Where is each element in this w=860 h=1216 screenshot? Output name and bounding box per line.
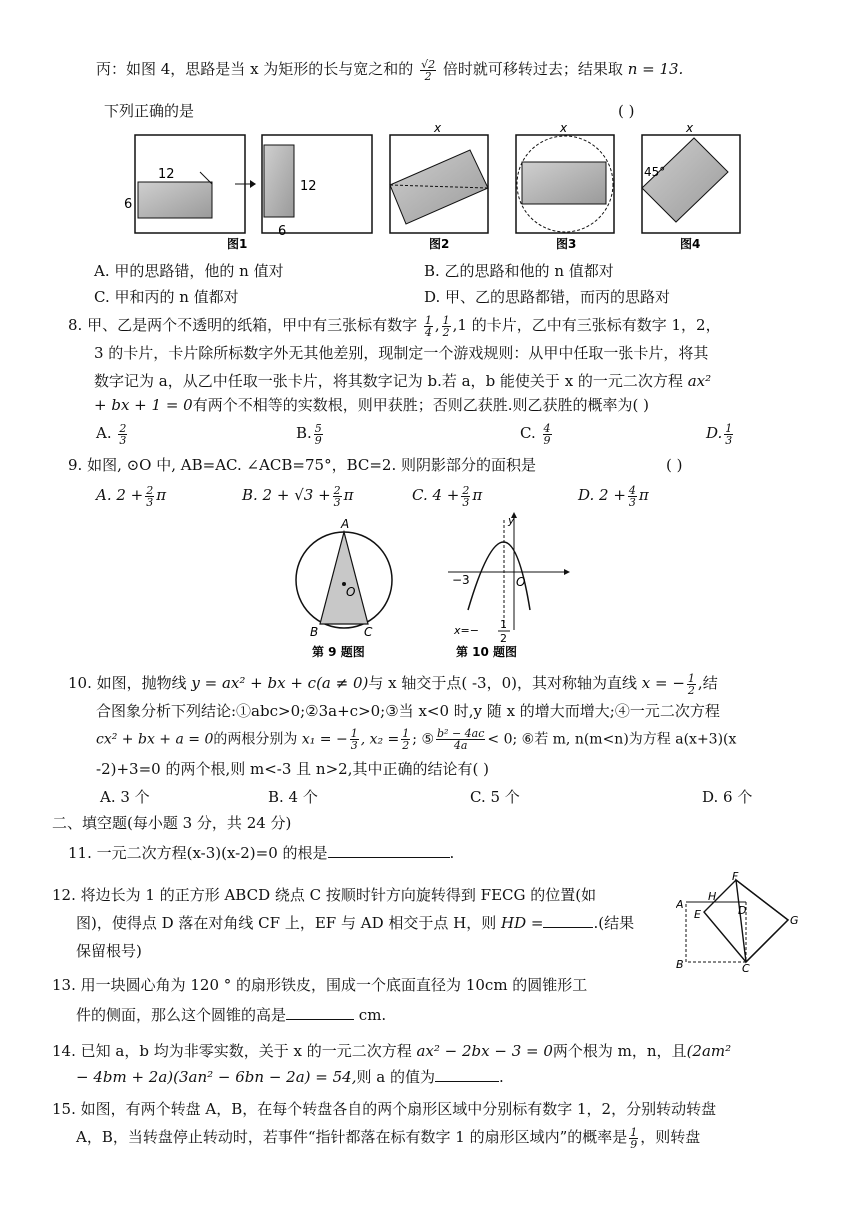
q7-option-a: A. 甲的思路错，他的 n 值对 [94, 262, 284, 280]
q7-figures [0, 120, 860, 380]
q15-line2: A，B，当转盘停止转动时，若事件“指针都落在标有数字 1 的扇形区域内”的概率是 $\frac{1}{9}$ ，则转盘 [76, 1125, 701, 1151]
fig3-x: x [560, 121, 568, 135]
q12-label-G: G [790, 914, 799, 927]
q13-answer-blank[interactable] [286, 1019, 354, 1020]
fig1-label-6b: 6 [278, 224, 287, 239]
q7-option-c: C. 甲和丙的 n 值都对 [94, 288, 239, 306]
q13-line2: 件的侧面，那么这个圆锥的高是 cm. [76, 1006, 387, 1024]
fig9-A: A [341, 517, 350, 531]
q12-label-C: C [742, 962, 750, 972]
q7-option-d: D. 甲、乙的思路都错，而丙的思路对 [424, 288, 671, 306]
q12-line1: 12. 将边长为 1 的正方形 ABCD 绕点 C 按顺时针方向旋转得到 FECG 的位置(如 [52, 886, 597, 904]
fig1b-rect [264, 145, 294, 217]
q8-line1: 8. 甲、乙是两个不透明的纸箱，甲中有三张标有数字 $\frac{1}{4}$ , $\frac{1}{2}$ ,1 的卡片，乙中有三张标有数字 1，2， [68, 313, 721, 339]
q10-option-c: C. 5 个 [470, 788, 520, 806]
q10-line1: 10. 如图，抛物线 y = ax² + bx + c(a ≠ 0)与 x 轴交于点( -3，0)，其对称轴为直线 x = − $\frac{1}{2}$ ,结 [68, 671, 718, 697]
fig4-x: x [686, 121, 694, 135]
q8-option-a: A. $\frac{2}{3}$ [96, 421, 127, 447]
fig1-label-12b: 12 [300, 179, 317, 194]
caption-fig1: 图1 [227, 237, 248, 251]
q12-label-E: E [694, 908, 701, 921]
q10-option-b: B. 4 个 [268, 788, 318, 806]
fig10-xeq: x=− [454, 624, 479, 637]
q9-option-d: D. 2 + $\frac{4}{3}$ π [578, 483, 649, 509]
q9-q10-figures [0, 510, 860, 660]
fig9-C: C [364, 625, 373, 639]
q10-option-d: D. 6 个 [702, 788, 753, 806]
fig-arrow-head [250, 180, 256, 188]
section-fill-in-heading: 二、填空题(每小题 3 分，共 24 分) [52, 814, 292, 832]
q12-label-A: A [676, 898, 684, 911]
fig4-deg: 45° [644, 165, 666, 179]
fig1-label-6a: 6 [124, 197, 133, 212]
fig1-label-12a: 12 [158, 167, 175, 182]
fig10-O: O [516, 575, 526, 589]
q7-option-b: B. 乙的思路和他的 n 值都对 [424, 262, 614, 280]
q9-answer-paren: ( ) [666, 456, 683, 474]
q12-figure [676, 872, 806, 972]
fig10-y: y [508, 514, 515, 527]
q15-line1: 15. 如图，有两个转盘 A，B，在每个转盘各自的两个扇形区域中分别标有数字 1，2，分别转动转盘 [52, 1100, 717, 1118]
fig10-caption: 第 10 题图 [456, 645, 518, 659]
q9-option-b: B. 2 + √3 + $\frac{2}{3}$ π [242, 483, 354, 509]
caption-fig3: 图3 [556, 237, 577, 251]
q8-line2: 3 的卡片，卡片除所标数字外无其他差别，现制定一个游戏规则：从甲中任取一张卡片，将其 [94, 344, 709, 362]
q8-line3: 数字记为 a，从乙中任取一张卡片，将其数字记为 b.若 a，b 能使关于 x 的一元二次方程 ax² [94, 372, 712, 390]
fig9-caption: 第 9 题图 [312, 645, 365, 659]
q11-answer-blank[interactable] [328, 857, 450, 858]
q9-option-a: A. 2 + $\frac{2}{3}$ π [96, 483, 167, 509]
fig9-B: B [310, 625, 319, 639]
q7-stem: 下列正确的是 [104, 102, 195, 120]
q12-answer-blank[interactable] [543, 927, 593, 928]
fig2-rect [390, 150, 488, 224]
fig10-n: 1 [500, 618, 507, 631]
fig10-m3: −3 [452, 573, 470, 587]
q12-label-B: B [676, 958, 684, 971]
q12-label-D: D [738, 904, 747, 917]
q10-line3: cx² + bx + a = 0的两根分别为 x₁ = − $\frac{1}{3}$ , x₂ = $\frac{1}{2}$ ; ⑤ $\frac{\text{b² − 4ac}}{4a}$ < 0; ⑥若 m, n(m<n)为方程 a(x+3)(x [96, 727, 737, 752]
q9-stem: 9. 如图, ⊙O 中, AB=AC. ∠ACB=75°，BC=2. 则阴影部分的面积是 [68, 456, 537, 474]
fig1-rect [138, 182, 212, 218]
q14-line2: − 4bm + 2a)(3an² − 6bn − 2a) = 54,则 a 的值为 . [76, 1068, 504, 1086]
fig10-x-arrow [564, 569, 570, 575]
q7-bing-line: 丙：如图 4，思路是当 x 为矩形的长与宽之和的 $\frac{√2}{2}$ 倍时就可移转过去；结果取 n = 13. [96, 57, 684, 83]
fig2-x: x [434, 121, 442, 135]
caption-fig2: 图2 [429, 237, 450, 251]
fig9-O: O [346, 585, 356, 599]
q11-line: 11. 一元二次方程(x-3)(x-2)=0 的根是 . [68, 844, 455, 862]
q14-answer-blank[interactable] [435, 1081, 499, 1082]
q10-line4: -2)+3=0 的两个根,则 m<-3 且 n>2,其中正确的结论有( ) [96, 760, 489, 778]
q10-line2: 合图象分析下列结论:①abc>0;②3a+c>0;③当 x<0 时,y 随 x 的增大而增大;④一元二次方程 [96, 702, 720, 720]
q9-option-c: C. 4 + $\frac{2}{3}$ π [412, 483, 483, 509]
fig4-rect [642, 138, 728, 222]
q12-line3: 保留根号) [76, 942, 142, 960]
q12-label-F: F [732, 872, 739, 883]
q12-line2: 图)，使得点 D 落在对角线 CF 上，EF 与 AD 相交于点 H，则 HD = .(结果 [76, 914, 635, 932]
q8-option-d: D. $\frac{1}{3}$ [706, 421, 733, 447]
q7-answer-paren: ( ) [618, 102, 635, 120]
q8-line4: + bx + 1 = 0有两个不相等的实数根，则甲获胜；否则乙获胜.则乙获胜的概率为( ) [94, 396, 649, 414]
q8-option-c: C. $\frac{4}{9}$ [520, 421, 551, 447]
q12-label-H: H [708, 890, 717, 903]
q12-triangle [736, 880, 788, 962]
fig9-triangle [320, 532, 368, 624]
q13-line1: 13. 用一块圆心角为 120 ° 的扇形铁皮，围成一个底面直径为 10cm 的圆锥形工 [52, 976, 588, 994]
fig3-rect [522, 162, 606, 204]
q14-line1: 14. 已知 a，b 均为非零实数，关于 x 的一元二次方程 ax² − 2bx − 3 = 0两个根为 m，n，且(2am² [52, 1042, 732, 1060]
fig10-d: 2 [500, 632, 507, 645]
q10-option-a: A. 3 个 [100, 788, 150, 806]
caption-fig4: 图4 [680, 237, 701, 251]
q8-option-b: B. $\frac{5}{9}$ [296, 421, 322, 447]
